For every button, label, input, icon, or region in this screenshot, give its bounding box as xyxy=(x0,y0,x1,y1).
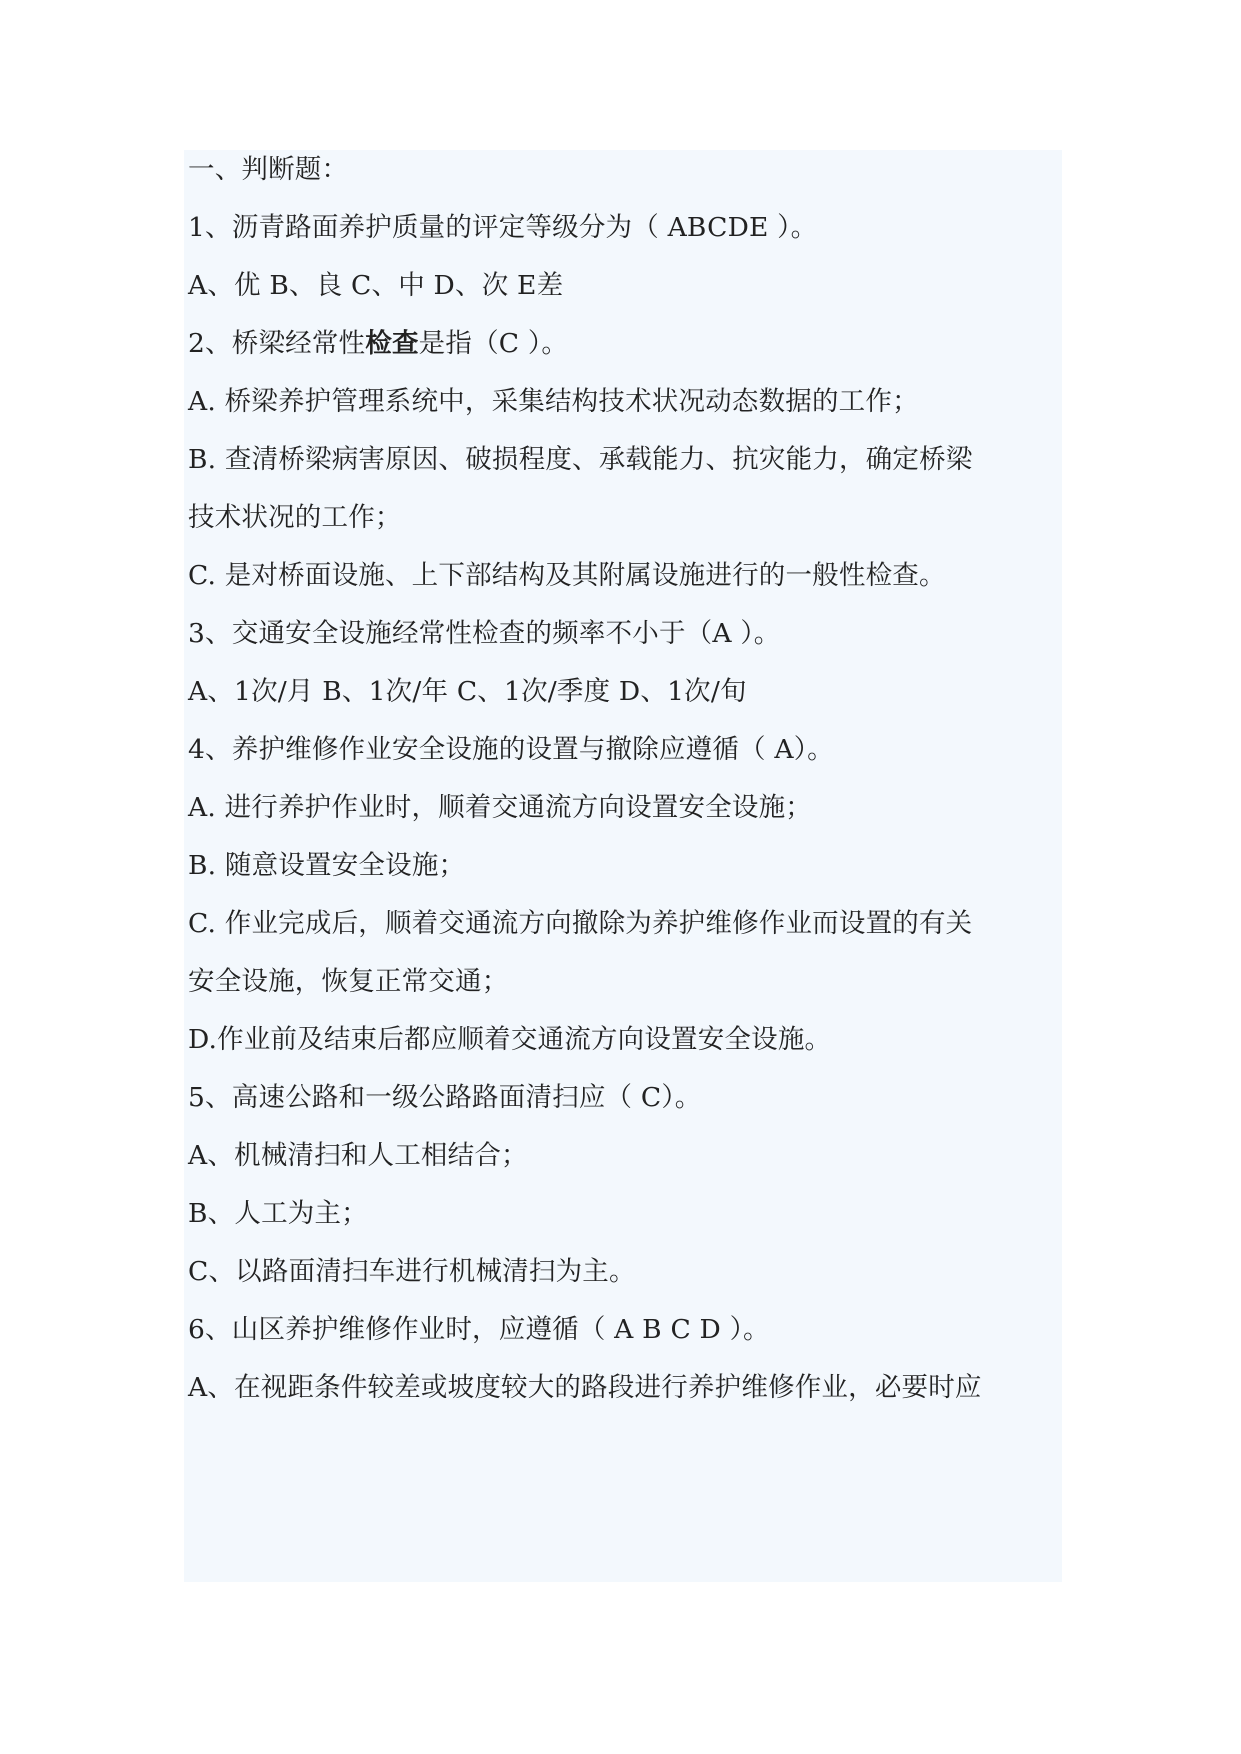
question-5-option-b: B、人工为主； xyxy=(188,1198,368,1229)
question-4-option-c-continued: 安全设施，恢复正常交通； xyxy=(188,966,509,997)
question-3-options: A、1次/月 B、1次/年 C、1次/季度 D、1次/旬 xyxy=(188,676,747,707)
question-2-option-a: A. 桥梁养护管理系统中，采集结构技术状况动态数据的工作； xyxy=(188,386,919,417)
question-2-text-before: 2、桥梁经常性 xyxy=(188,328,366,359)
question-6: 6、山区养护维修作业时，应遵循（ A B C D ）。 xyxy=(188,1314,770,1345)
question-2-text-after: 是指（C ）。 xyxy=(418,328,569,359)
question-4-option-b: B. 随意设置安全设施； xyxy=(188,850,466,881)
question-2-bold-keyword: 检查 xyxy=(365,328,419,359)
question-4-option-d: D.作业前及结束后都应顺着交通流方向设置安全设施。 xyxy=(188,1024,832,1055)
question-1-options: A、优 B、良 C、中 D、次 E差 xyxy=(188,270,564,301)
question-4: 4、养护维修作业安全设施的设置与撤除应遵循（ A）。 xyxy=(188,734,834,765)
question-2-option-b-continued: 技术状况的工作； xyxy=(188,502,402,533)
question-5-option-c: C、以路面清扫车进行机械清扫为主。 xyxy=(188,1256,636,1287)
document-content xyxy=(184,150,1062,1582)
question-4-option-a: A. 进行养护作业时，顺着交通流方向设置安全设施； xyxy=(188,792,812,823)
section-heading: 一、判断题： xyxy=(188,154,349,185)
question-2 xyxy=(188,324,568,364)
question-6-option-a: A、在视距条件较差或坡度较大的路段进行养护维修作业，必要时应 xyxy=(188,1372,982,1403)
question-3: 3、交通安全设施经常性检查的频率不小于（A ）。 xyxy=(188,618,781,649)
question-5-option-a: A、机械清扫和人工相结合； xyxy=(188,1140,528,1171)
question-1: 1、沥青路面养护质量的评定等级分为（ ABCDE ）。 xyxy=(188,212,818,243)
question-5: 5、高速公路和一级公路路面清扫应（ C）。 xyxy=(188,1082,702,1113)
question-2-option-c: C. 是对桥面设施、上下部结构及其附属设施进行的一般性检查。 xyxy=(188,560,946,591)
question-2-option-b: B. 查清桥梁病害原因、破损程度、承载能力、抗灾能力，确定桥梁 xyxy=(188,444,973,475)
question-4-option-c: C. 作业完成后，顺着交通流方向撤除为养护维修作业而设置的有关 xyxy=(188,908,973,939)
